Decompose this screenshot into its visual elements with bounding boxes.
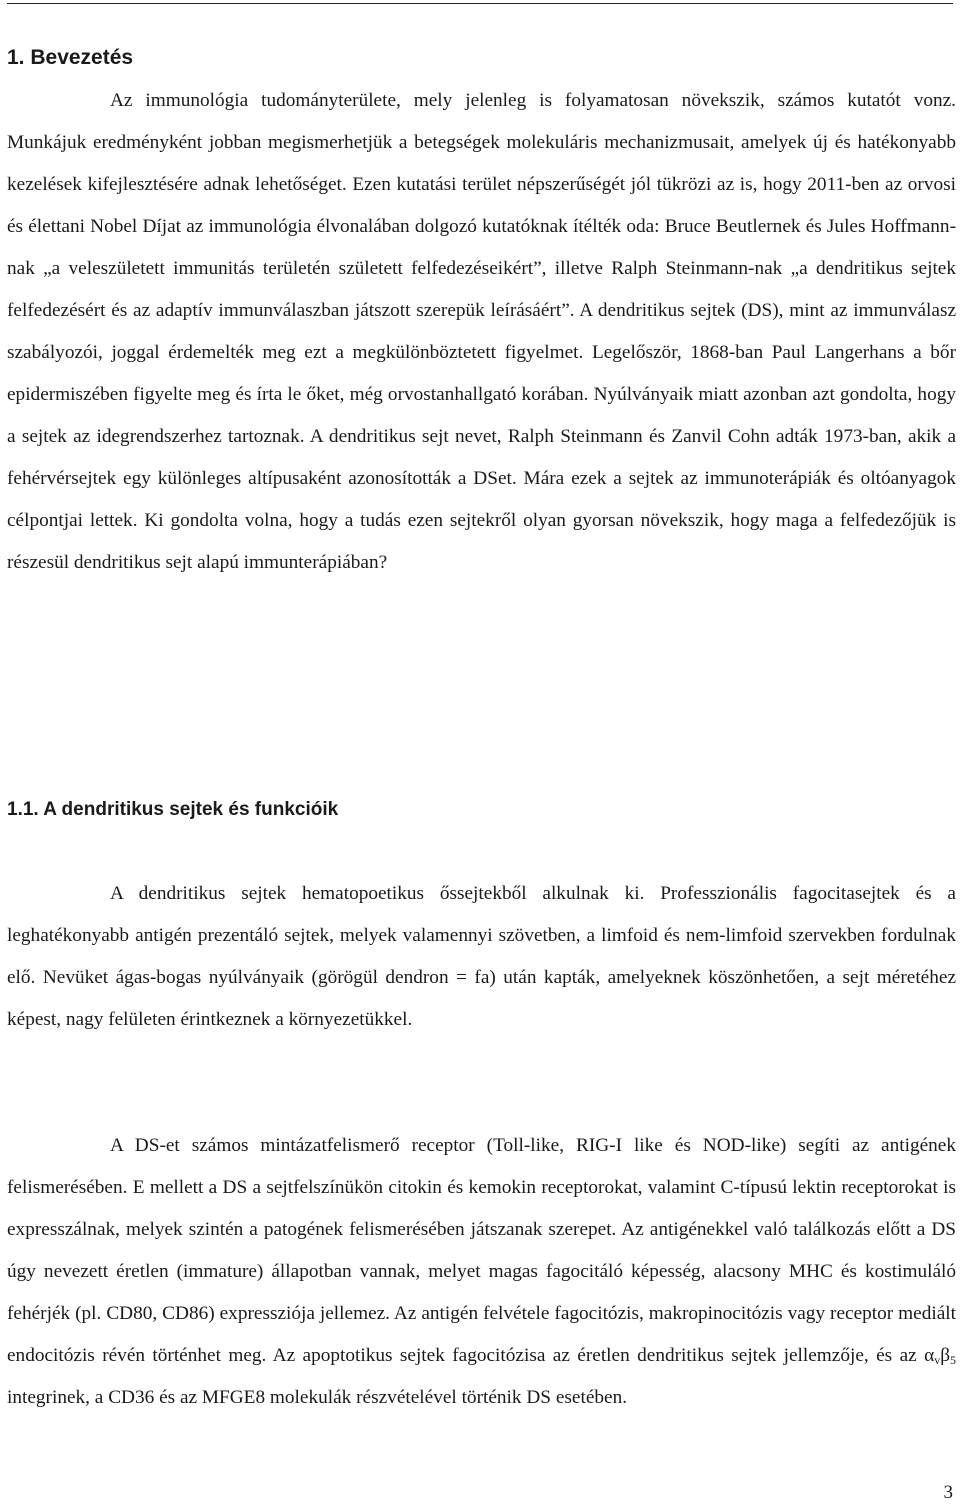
section-heading-bevezetes: 1. Bevezetés xyxy=(7,46,134,69)
intro-paragraph: Az immunológia tudományterülete, mely jelenleg is folyamatosan növekszik, számos kutatót vonz. Munkájuk eredményként jobban megismerhetjük a betegségek molekuláris mechanizmusait, amelyek új és hatékonyabb kezelések kifejlesztésére adnak lehetőséget. Ezen kutatási terület népszerűségét jól tükrözi az is, hogy 2011-ben az orvosi és élettani Nobel Díjat az immunológia élvonalában dolgozó kutatóknak ítélték oda: Bruce Beutlernek és Jules Hoffmann-nak „a veleszületett immunitás területén született felfedezéseikért”, illetve Ralph Steinmann-nak „a dendritikus sejtek felfedezésért és az adaptív immunválaszban játszott szerepük leírásáért”. A dendritikus sejtek (DS), mint az immunválasz szabályozói, joggal érdemelték meg ezt a megkülönböztetett figyelmet. Legelőször, 1868-ban Paul Langerhans a bőr epidermiszében figyelte meg és írta le őket, még orvostanhallgató korában. Nyúlványaik miatt azonban azt gondolta, hogy a sejtek az idegrendszerhez tartoznak. A dendritikus sejt nevet, Ralph Steinmann és Zanvil Cohn adták 1973-ban, akik a fehérvérsejtek egy különleges altípusaként azonosították a DSet. Mára ezek a sejtek az immunoterápiák és oltóanyagok célpontjai lettek. Ki gondolta volna, hogy a tudás ezen sejtekről olyan gyorsan növekszik, hogy maga a felfedezőjük is részesül dendritikus sejt alapú immunterápiában? xyxy=(7,90,956,573)
alpha-subscript: v xyxy=(934,1353,941,1367)
beta-symbol: β xyxy=(940,1345,950,1366)
paragraph2-text-before: A DS-et számos mintázatfelismerő receptor (Toll-like, RIG-I like és NOD-like) segíti az antigének felismerésében. E mellett a DS a sejtfelszínükön citokin és kemokin receptorokat, valamint C-típusú lektin receptorokat is expresszálnak, melyek szintén a patogének felismerésében játszanak szerepet. Az antigénekkel való találkozás előtt a DS úgy nevezett éretlen (immature) állapotban vannak, melyet magas fagocitáló képesség, alacsony MHC és kostimuláló fehérjék (pl. CD80, CD86) expressziója jellemez. Az antigén felvétele fagocitózis, makropinocitózis vagy receptor mediált endocitózis révén történhet meg. Az apoptotikus sejtek fagocitózisa az éretlen dendritikus sejtek jellemzője, és az xyxy=(7,1135,956,1366)
dendritic-cells-paragraph-1: A dendritikus sejtek hematopoetikus őssejtekből alkulnak ki. Professzionális fagocitasejtek és a leghatékonyabb antigén prezentáló sejtek, melyek valamennyi szövetben, a limfoid és nem-limfoid szervekben fordulnak elő. Nevüket ágas-bogas nyúlványaik (görögül dendron = fa) után kapták, amelyeknek köszönhetően, a sejt méretéhez képest, nagy felületen érintkeznek a környezetükkel. xyxy=(7,883,956,1030)
subsection-heading-dendritic-cells: 1.1. A dendritikus sejtek és funkcióik xyxy=(7,799,339,820)
page-number: 3 xyxy=(943,1482,953,1503)
header-rule xyxy=(7,3,953,4)
dendritic-cells-paragraph-2 xyxy=(7,1125,956,1419)
paragraph2-text-after: integrinek, a CD36 és az MFGE8 molekulák részvételével történik DS esetében. xyxy=(7,1387,628,1408)
alpha-symbol: α xyxy=(924,1345,935,1366)
beta-subscript: 5 xyxy=(950,1353,956,1367)
